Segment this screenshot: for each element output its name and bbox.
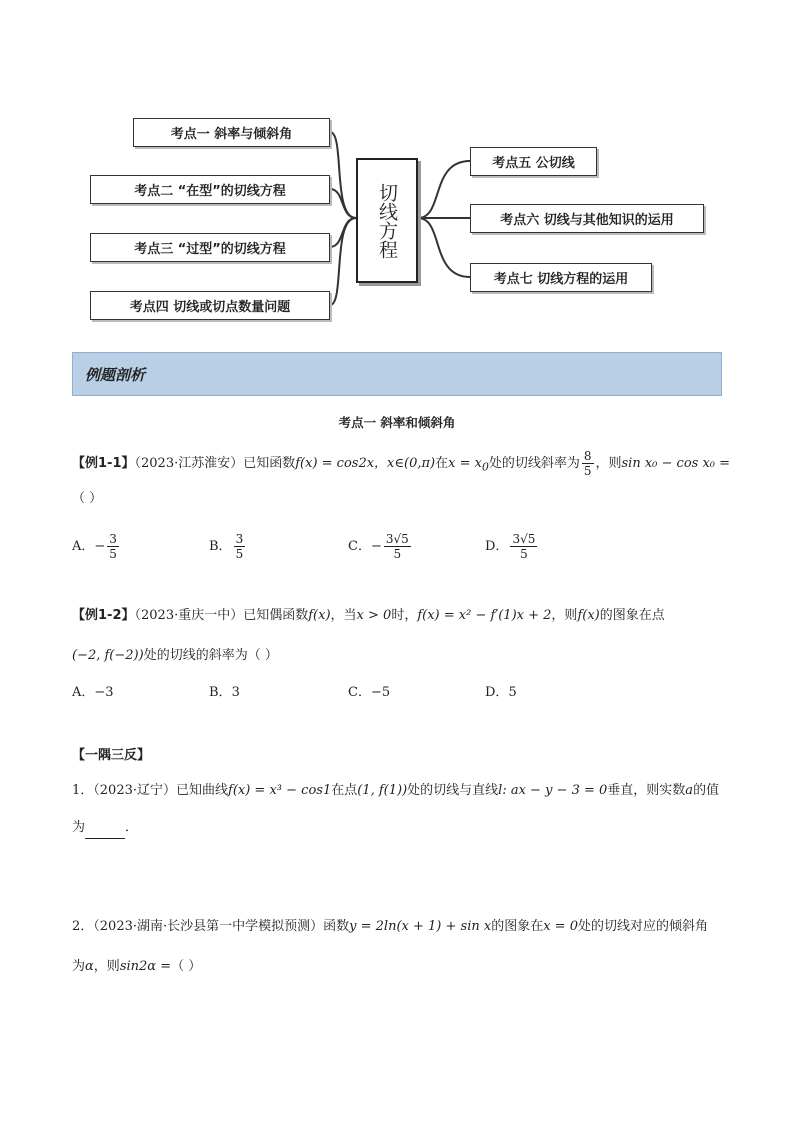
- option-a: [72, 683, 114, 703]
- option-sign: −: [370, 539, 382, 554]
- practice-q2-cont: [72, 957, 201, 977]
- text: 的图象在点: [599, 608, 665, 623]
- fraction-numerator: 3√5: [385, 532, 409, 546]
- option-b: [209, 683, 240, 703]
- math-expression: f(x) = x³ − cos1: [228, 783, 332, 798]
- text: 为: [72, 959, 86, 974]
- option-label: B．: [209, 539, 232, 554]
- answer-blank: [85, 818, 125, 839]
- text: 处的切线与直线: [407, 783, 499, 798]
- text: ，则: [595, 456, 622, 471]
- option-label: C．: [348, 539, 371, 554]
- math-line: l: ax − y − 3 = 0: [498, 783, 608, 798]
- fraction-numerator: 3: [109, 532, 117, 546]
- mindmap-center-node: [356, 158, 418, 283]
- option-sign: −: [94, 539, 106, 554]
- option-d: [485, 532, 539, 561]
- text: ，则: [93, 959, 120, 974]
- mindmap-center-label: 切线方程: [376, 182, 398, 259]
- mindmap-node-topic-1: 考点一 斜率与倾斜角: [133, 118, 330, 147]
- text: 为: [72, 820, 86, 835]
- text: 垂直，则实数: [607, 783, 686, 798]
- section-title: 考点一 斜率和倾斜角: [338, 415, 456, 430]
- example-label: 【例1-1】: [72, 456, 135, 471]
- mindmap-node-topic-7: 考点七 切线方程的运用: [470, 263, 652, 292]
- question-number: 2．: [72, 919, 94, 934]
- example-label: 【例1-2】: [72, 608, 135, 623]
- option-value: −3: [94, 685, 114, 700]
- text: 已知曲线: [176, 783, 229, 798]
- fraction: [107, 532, 119, 561]
- fraction: [234, 532, 246, 561]
- mindmap-node-topic-5: 考点五 公切线: [470, 147, 597, 176]
- math-point: (−2, f(−2)): [72, 648, 144, 663]
- text: 处的切线的斜率为（ ）: [143, 648, 278, 663]
- mindmap-node-topic-6: 考点六 切线与其他知识的运用: [470, 204, 704, 233]
- connector-right-1: [418, 161, 470, 218]
- section-banner: [72, 352, 722, 396]
- example-source: （2023·重庆一中）: [134, 608, 244, 623]
- text: ，则: [551, 608, 578, 623]
- option-c: [348, 683, 390, 703]
- fraction-denominator: 5: [520, 547, 528, 561]
- example-source: （2023·江苏淮安）: [134, 456, 244, 471]
- option-c: [348, 532, 413, 561]
- fraction: [510, 532, 537, 561]
- mindmap-node-topic-3: 考点三 “过型”的切线方程: [90, 233, 330, 262]
- fraction-numerator: 8: [583, 449, 592, 463]
- text: 函数: [323, 919, 350, 934]
- option-label: A．: [72, 539, 95, 554]
- example-1-2-cont: [72, 646, 278, 666]
- math-function: f(x): [577, 608, 600, 623]
- option-label: B．: [209, 685, 232, 700]
- option-label: D．: [485, 539, 509, 554]
- text: 在点: [331, 783, 358, 798]
- fraction-numerator: 3√5: [512, 532, 536, 546]
- math-expression: sin x₀ − cos x₀ =: [621, 456, 731, 471]
- option-value: 5: [508, 685, 517, 700]
- text: （ ）: [171, 959, 202, 974]
- practice-q1: [72, 781, 719, 801]
- answer-paren: （ ）: [72, 491, 103, 506]
- text: 处的切线对应的倾斜角: [577, 919, 708, 934]
- connector-right-3: [418, 218, 470, 277]
- text: 的值: [693, 783, 720, 798]
- text: 的图象在: [491, 919, 544, 934]
- question-source: （2023·湖南·长沙县第一中学模拟预测）: [93, 919, 324, 934]
- text: 处的切线斜率为: [488, 456, 580, 471]
- fraction-denominator: 5: [109, 547, 117, 561]
- option-b: [209, 532, 247, 561]
- example-1-1: [72, 449, 730, 478]
- math-variable: a: [685, 783, 694, 798]
- banner-label: 例题剖析: [85, 365, 146, 384]
- fraction-denominator: 5: [235, 547, 244, 561]
- question-source: （2023·辽宁）: [93, 783, 176, 798]
- math-condition: x > 0: [356, 608, 392, 623]
- math-var: x = x: [448, 456, 482, 471]
- text: ．: [125, 820, 139, 835]
- option-label: C．: [348, 685, 371, 700]
- math-function: f(x) = cos2x，x∈(0,π): [295, 456, 436, 471]
- math-expression: f(x) = x² − f′(1)x + 2: [417, 608, 552, 623]
- math-point: (1, f(1)): [357, 783, 408, 798]
- fraction-denominator: 5: [583, 464, 592, 478]
- math-function: f(x): [308, 608, 331, 623]
- practice-q1-cont: [72, 818, 138, 839]
- fraction: [384, 532, 411, 561]
- practice-q2: [72, 917, 708, 937]
- option-d: [485, 683, 517, 703]
- text: ，当: [330, 608, 357, 623]
- practice-heading: 【一隅三反】: [72, 748, 151, 763]
- text: 时，: [391, 608, 418, 623]
- option-label: D．: [485, 685, 509, 700]
- math-subscript: 0: [481, 460, 489, 474]
- mindmap-node-topic-4: 考点四 切线或切点数量问题: [90, 291, 330, 320]
- math-variable: α: [85, 959, 94, 974]
- math-condition: x = 0: [543, 919, 578, 934]
- math-expression: y = 2ln(x + 1) + sin x: [349, 919, 492, 934]
- option-label: A．: [72, 685, 95, 700]
- option-value: 3: [231, 685, 240, 700]
- option-a: [72, 532, 121, 561]
- text: 已知偶函数: [243, 608, 309, 623]
- connector-left-2: [330, 189, 356, 218]
- mindmap-node-topic-2: 考点二 “在型”的切线方程: [90, 175, 330, 204]
- math-expression: sin2α =: [119, 959, 172, 974]
- example-1-2: [72, 606, 665, 626]
- option-value: −5: [370, 685, 391, 700]
- text: 在: [435, 456, 449, 471]
- question-number: 1．: [72, 783, 94, 798]
- fraction: [582, 449, 594, 478]
- fraction-denominator: 5: [393, 547, 402, 561]
- math-variable: [448, 456, 489, 474]
- text: 已知函数: [243, 456, 296, 471]
- fraction-numerator: 3: [235, 532, 244, 546]
